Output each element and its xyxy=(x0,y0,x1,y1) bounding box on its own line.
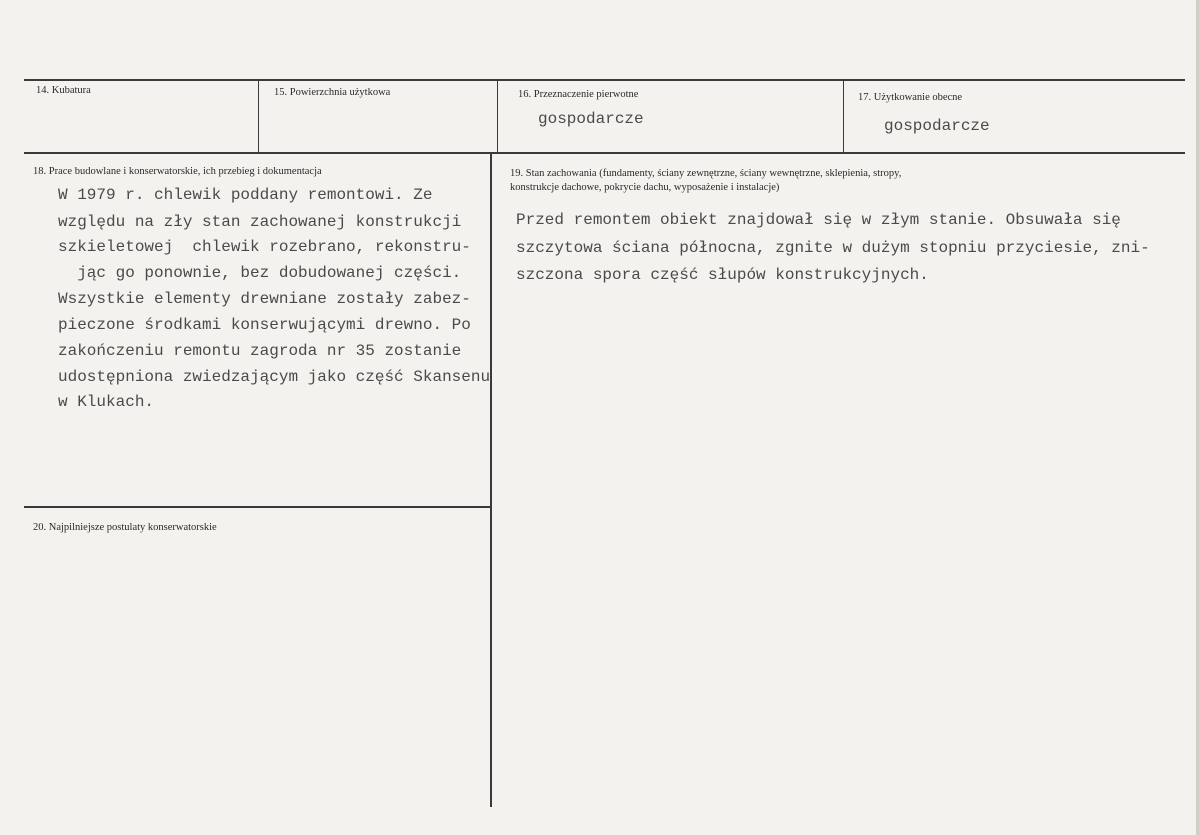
section-18-bottom-rule xyxy=(24,506,492,508)
field-18-line: W 1979 r. chlewik poddany remontowi. Ze xyxy=(58,186,433,204)
field-14-label: 14. Kubatura xyxy=(36,85,91,96)
field-19-line: szczona spora część słupów konstrukcyjnych. xyxy=(516,266,929,284)
field-15-label: 15. Powierzchnia użytkowa xyxy=(274,87,391,98)
field-18-line: w Klukach. xyxy=(58,393,155,411)
field-16-label: 16. Przeznaczenie pierwotne xyxy=(518,89,639,100)
field-18-line: pieczone środkami konserwującymi drewno. Po xyxy=(58,316,471,334)
field-19-label-line2: konstrukcje dachowe, pokrycie dachu, wyposażenie i instalacje) xyxy=(510,182,780,193)
field-18-line: jąc go ponownie, bez dobudowanej części. xyxy=(58,264,462,282)
field-19-line: Przed remontem obiekt znajdował się w złym stanie. Obsuwała się xyxy=(516,211,1121,229)
header-bottom-rule xyxy=(24,152,1185,154)
field-18-line: Wszystkie elementy drewniane zostały zabez- xyxy=(58,290,471,308)
field-18-line: względu na zły stan zachowanej konstrukcji xyxy=(58,213,462,231)
divider-16-17 xyxy=(843,79,844,153)
top-rule xyxy=(24,79,1185,81)
field-18-line: zakończeniu remontu zagroda nr 35 zostanie xyxy=(58,342,462,360)
field-18-label: 18. Prace budowlane i konserwatorskie, ich przebieg i dokumentacja xyxy=(33,166,322,177)
divider-main xyxy=(490,152,492,807)
field-18-line: szkieletowej chlewik rozebrano, rekonstru- xyxy=(58,238,471,256)
divider-15-16 xyxy=(497,79,498,153)
field-20-label: 20. Najpilniejsze postulaty konserwatorskie xyxy=(33,522,217,533)
field-19-label-line1: 19. Stan zachowania (fundamenty, ściany zewnętrzne, ściany wewnętrzne, sklepienia, stropy, xyxy=(510,168,902,179)
field-17-value: gospodarcze xyxy=(884,117,990,135)
field-17-label: 17. Użytkowanie obecne xyxy=(858,92,963,103)
field-19-line: szczytowa ściana północna, zgnite w dużym stopniu przyciesie, zni- xyxy=(516,239,1150,257)
divider-14-15 xyxy=(258,79,259,153)
field-16-value: gospodarcze xyxy=(538,110,644,128)
field-18-line: udostępniona zwiedzającym jako część Skansenu xyxy=(58,368,491,386)
